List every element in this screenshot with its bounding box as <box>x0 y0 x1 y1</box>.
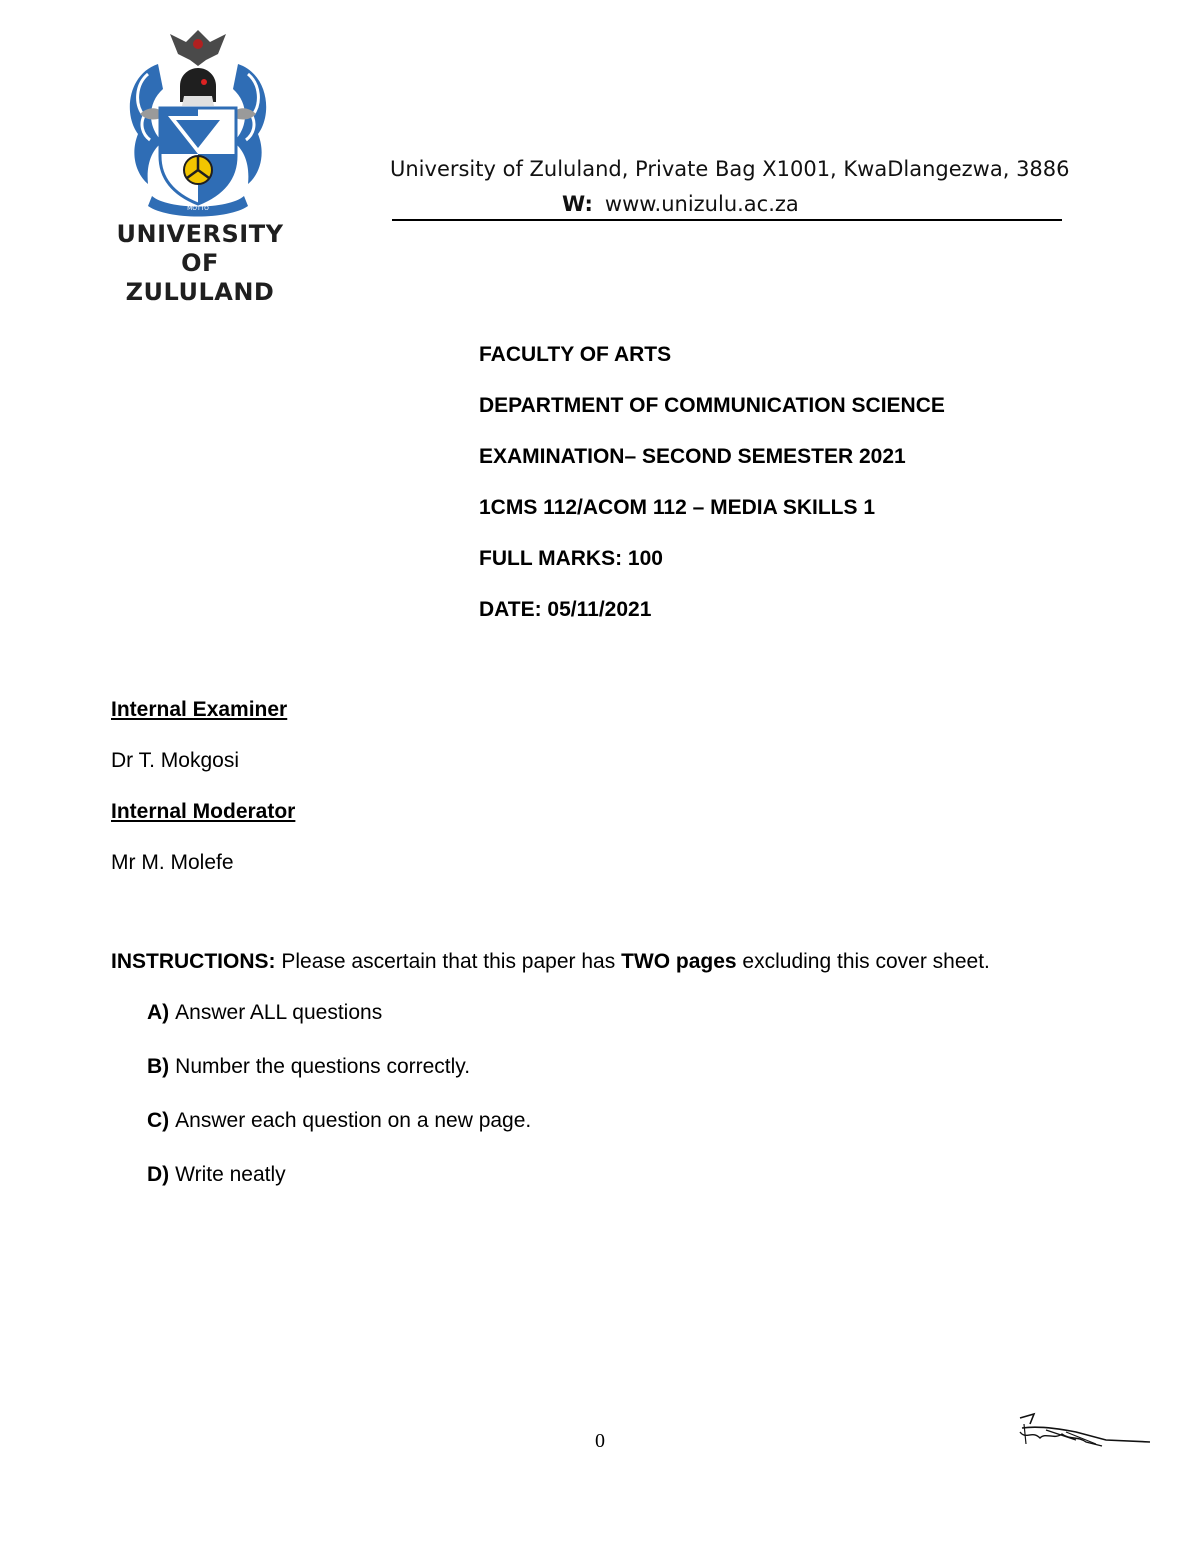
staff-section <box>111 696 295 900</box>
signature-image <box>1016 1410 1152 1456</box>
university-name-line1: UNIVERSITY OF <box>116 220 284 277</box>
faculty-heading: FACULTY OF ARTS <box>479 343 672 366</box>
instruction-text: Answer each question on a new page. <box>175 1109 532 1132</box>
instructions-text-after: excluding this cover sheet. <box>742 950 990 973</box>
instruction-item <box>147 1161 531 1215</box>
exam-details <box>479 341 945 647</box>
instruction-item <box>147 999 531 1053</box>
instruction-item <box>147 1107 531 1161</box>
examination-heading: EXAMINATION– SECOND SEMESTER 2021 <box>479 445 906 468</box>
website-line <box>562 192 799 216</box>
page-number: 0 <box>595 1430 605 1452</box>
instruction-letter: D) <box>147 1163 170 1186</box>
website-url[interactable]: www.unizulu.ac.za <box>604 192 799 216</box>
internal-moderator-name: Mr M. Molefe <box>111 851 234 874</box>
date-heading: DATE: 05/11/2021 <box>479 598 652 621</box>
instructions-emphasis: TWO pages <box>621 950 737 973</box>
header-divider <box>392 219 1062 221</box>
website-label: W: <box>562 192 593 216</box>
university-name <box>100 220 300 307</box>
instruction-letter: A) <box>147 1001 170 1024</box>
instruction-list <box>147 999 531 1215</box>
instruction-letter: C) <box>147 1109 170 1132</box>
department-heading: DEPARTMENT OF COMMUNICATION SCIENCE <box>479 394 945 417</box>
internal-examiner-name: Dr T. Mokgosi <box>111 749 239 772</box>
instruction-text: Write neatly <box>175 1163 286 1186</box>
instructions-paragraph <box>111 948 990 976</box>
university-crest-logo <box>118 24 278 220</box>
marks-heading: FULL MARKS: 100 <box>479 547 663 570</box>
university-name-line2: ZULULAND <box>125 278 275 306</box>
instruction-text: Answer ALL questions <box>175 1001 383 1024</box>
postal-address: University of Zululand, Private Bag X1001, KwaDlangezwa, 3886 <box>390 157 1070 181</box>
svg-text:MOTTO: MOTTO <box>187 205 209 212</box>
course-heading: 1CMS 112/ACOM 112 – MEDIA SKILLS 1 <box>479 496 876 519</box>
instructions-label: INSTRUCTIONS: <box>111 950 276 973</box>
internal-examiner-label: Internal Examiner <box>111 698 288 721</box>
instruction-letter: B) <box>147 1055 170 1078</box>
internal-moderator-label: Internal Moderator <box>111 800 296 823</box>
instructions-text-before: Please ascertain that this paper has <box>281 950 616 973</box>
instruction-item <box>147 1053 531 1107</box>
instruction-text: Number the questions correctly. <box>175 1055 471 1078</box>
